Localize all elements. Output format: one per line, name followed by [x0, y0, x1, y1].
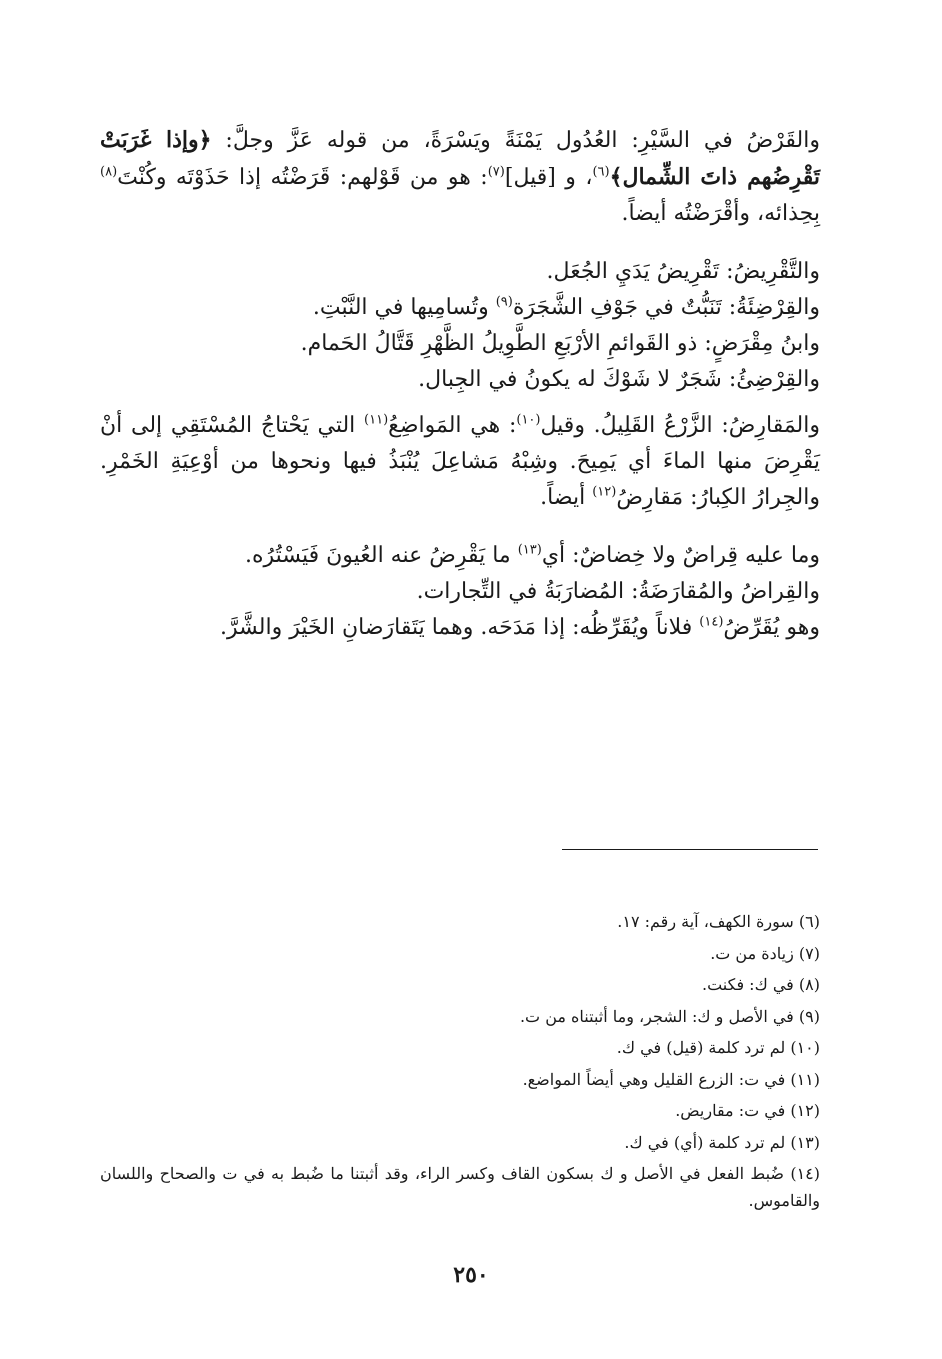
- footnote-12: (١٢) في ت: مقاريض.: [675, 1101, 820, 1120]
- footnote-marker-8: (٨): [100, 164, 118, 180]
- footnote-11: (١١) في ت: الزرع القليل وهي أيضاً المواضع.: [522, 1069, 820, 1089]
- footnote-10: (١٠) لم ترد كلمة (قيل) في ك.: [616, 1038, 820, 1057]
- footnote-marker-6: (٦): [592, 164, 610, 180]
- footnote-marker-7: (٧): [487, 164, 505, 180]
- paragraph-qard: [100, 122, 820, 232]
- text-run: وهو يُقَرِّضُ: [723, 615, 820, 640]
- text-run: : هي المَواضِعُ: [388, 413, 517, 438]
- paragraph-qirdi: والقِرْضِئُ: شَجَرٌ لا شَوْكَ له يكونُ في الجِبال.: [418, 367, 820, 392]
- footnote-marker-11: (١١): [364, 412, 389, 428]
- text-run: أيضاً.: [540, 485, 593, 510]
- paragraph-muqarada: والقِراضُ والمُقارَضَةُ: المُضارَبَةُ في التِّجارات.: [416, 579, 820, 604]
- footnote-marker-9: (٩): [495, 294, 513, 310]
- text-run: والقِرْضِئَةُ: تَنَبُّتٌ في جَوْفِ الشَّجَرَة: [512, 295, 820, 320]
- main-text: [100, 122, 820, 646]
- paragraph-qirdia: [100, 290, 820, 326]
- paragraph-maqarid: [100, 408, 820, 516]
- text-run: وما عليه قِراضٌ ولا خِضاضٌ: أي: [541, 543, 820, 568]
- footnote-6: (٦) سورة الكهف، آية رقم: ١٧.: [617, 912, 820, 931]
- text-run: وتُسامِيها في النَّبْتِ.: [312, 295, 496, 320]
- text-run: والمَقارِضُ: الزَّرْعُ القَلِيلُ. وقيل: [540, 413, 820, 438]
- text-run: بِحِذائه، وأقْرَضْتُه أيضاً.: [621, 201, 820, 226]
- quran-quote: ﴿وإذا غَرَبَتْ تَقْرِضُهم ذاتَ الشِّمال﴾: [100, 127, 821, 190]
- footnote-9: (٩) في الأصل و ك: الشجر، وما أثبتناه من ت.: [519, 1006, 820, 1026]
- footnote-8: (٨) في ك: فكنت.: [701, 975, 820, 994]
- footnote-marker-10: (١٠): [516, 412, 541, 428]
- footnote-marker-13: (١٣): [517, 542, 542, 558]
- text-run: فلاناً ويُقَرِّظُه: إذا مَدَحَه. وهما يَتَقارَضانِ الخَيْرَ والشَّرَّ.: [220, 615, 700, 640]
- footnote-7: (٧) زيادة من ت.: [710, 943, 820, 963]
- text-run: ، و [قيل]: [504, 165, 593, 190]
- footnote-divider: [562, 849, 818, 850]
- text-run: التي يَحْتاجُ المُسْتَقِي إلى أنْ يَقْرِضَ منها الماءَ أي يَمِيحَ. وشِبْهُ مَشاعِلَ يُنْبَذُ فيها ونحوها من أوْعِيَةِ الخَمْرِ. والجِرارُ الكِبارُ: مَقارِضُ: [100, 413, 820, 510]
- paragraph-taqrid: والتَّقْرِيضُ: تَقْرِيضُ يَدَيِ الجُعَل.: [546, 259, 820, 284]
- footnote-13: (١٣) لم ترد كلمة (أي) في ك.: [624, 1132, 820, 1152]
- footnote-marker-14: (١٤): [699, 614, 724, 630]
- paragraph-yuqarrid: [100, 610, 820, 646]
- text-run: والقَرْضُ في السَّيْرِ: العُدُول يَمْنَةً ويَسْرَةً، من قوله عَزَّ وجلَّ:: [211, 128, 820, 153]
- page-number: ٢٥٠: [453, 1262, 489, 1288]
- footnote-14: (١٤) ضُبط الفعل في الأصل و ك بسكون القاف وكسر الراء، وقد أثبتنا ما ضُبط به في ت والصحاح واللسان والقاموس.: [100, 1164, 820, 1210]
- text-run: : هو من قَوْلهم: قَرَضْتُه إذا حَذَوْتَه وكُنْتَ: [117, 165, 488, 190]
- paragraph-qirad: [100, 538, 820, 574]
- footnotes: [100, 906, 820, 1214]
- paragraph-ibn-miqrad: وابنُ مِقْرَضٍ: ذو القَوائمِ الأرْبَعِ الطَّوِيلُ الظَّهْرِ قَتَّالُ الحَمام.: [300, 331, 820, 356]
- footnote-marker-12: (١٢): [592, 484, 617, 500]
- text-run: ما يَقْرِضُ عنه العُيونَ فَيَسْتُرُه.: [245, 543, 518, 568]
